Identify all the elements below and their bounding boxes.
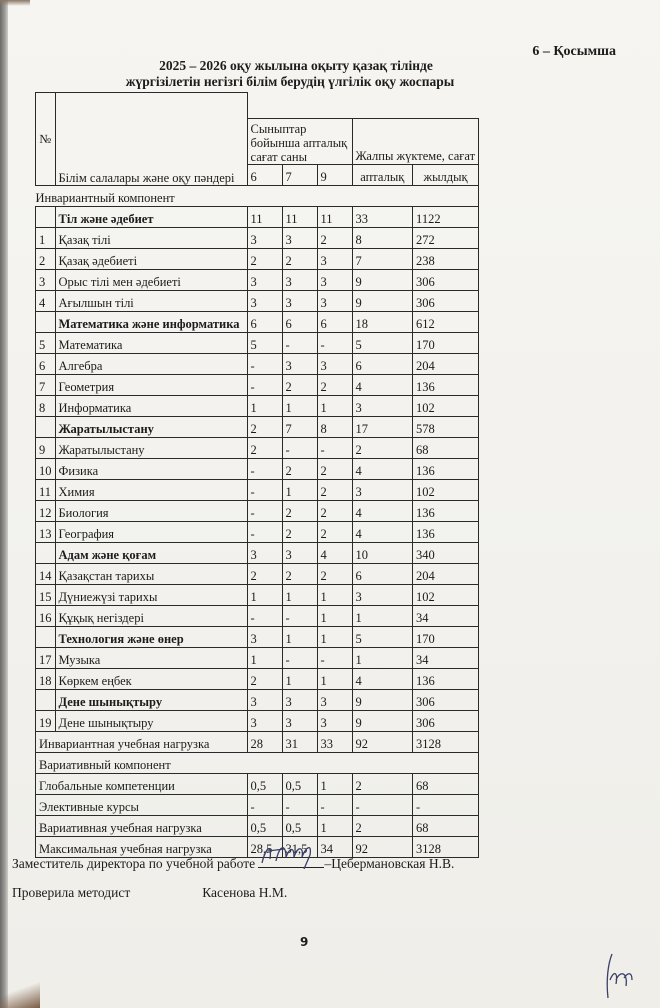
subject-row bbox=[36, 269, 479, 290]
methodist-label: Проверила методист bbox=[12, 885, 131, 900]
cell-g9: 3 bbox=[317, 248, 352, 269]
cell-g9: 1 bbox=[317, 626, 352, 647]
cell-g7: 0,5 bbox=[282, 815, 317, 836]
subject-name: Математика bbox=[55, 332, 247, 353]
cell-g6: - bbox=[247, 500, 282, 521]
subject-name: Биология bbox=[55, 500, 247, 521]
subject-row bbox=[36, 248, 479, 269]
cell-weekly: 4 bbox=[352, 458, 413, 479]
cell-g7: 1 bbox=[282, 479, 317, 500]
subject-name: Көркем еңбек bbox=[55, 668, 247, 689]
cell-yearly: 68 bbox=[413, 815, 479, 836]
cell-g6: 3 bbox=[247, 269, 282, 290]
cell-yearly: 136 bbox=[413, 374, 479, 395]
invariant-section-row bbox=[36, 185, 479, 206]
signature-underline bbox=[258, 853, 324, 868]
cell-weekly: 92 bbox=[352, 731, 413, 752]
cell-g6: - bbox=[247, 794, 282, 815]
subject-row bbox=[36, 605, 479, 626]
summary-label: Вариативная учебная нагрузка bbox=[36, 815, 248, 836]
cell-weekly: 2 bbox=[352, 815, 413, 836]
summary-label: Элективные курсы bbox=[36, 794, 248, 815]
cell-g6: 3 bbox=[247, 626, 282, 647]
row-number: 14 bbox=[36, 563, 56, 584]
cell-yearly: 306 bbox=[413, 710, 479, 731]
page-edge-shadow bbox=[0, 0, 30, 6]
cell-g9: 2 bbox=[317, 227, 352, 248]
cell-weekly: 4 bbox=[352, 500, 413, 521]
cell-weekly: 4 bbox=[352, 374, 413, 395]
header-grade-6: 6 bbox=[247, 164, 282, 185]
subject-row bbox=[36, 395, 479, 416]
row-number: 7 bbox=[36, 374, 56, 395]
row-number: 12 bbox=[36, 500, 56, 521]
cell-weekly: 1 bbox=[352, 647, 413, 668]
cell-yearly: 306 bbox=[413, 689, 479, 710]
cell-yearly: 136 bbox=[413, 500, 479, 521]
section-row bbox=[36, 416, 479, 437]
cell-g7: 1 bbox=[282, 626, 317, 647]
subject-name: Дене шынықтыру bbox=[55, 710, 247, 731]
subject-name: Ағылшын тілі bbox=[55, 290, 247, 311]
subject-name: Орыс тілі мен әдебиеті bbox=[55, 269, 247, 290]
subject-row bbox=[36, 290, 479, 311]
subject-row bbox=[36, 479, 479, 500]
header-weekly-by-grade: Сыныптар бойынша апталық сағат саны bbox=[247, 118, 352, 164]
cell-g9: - bbox=[317, 647, 352, 668]
methodist-line bbox=[12, 885, 287, 901]
cell-yearly: 170 bbox=[413, 332, 479, 353]
header-spacer bbox=[247, 93, 479, 119]
cell-weekly: 1 bbox=[352, 605, 413, 626]
cell-g9: 3 bbox=[317, 269, 352, 290]
subject-name: Құқық негіздері bbox=[55, 605, 247, 626]
subject-row bbox=[36, 668, 479, 689]
summary-label: Максимальная учебная нагрузка bbox=[36, 836, 248, 857]
cell-g7: - bbox=[282, 332, 317, 353]
cell-g6: 0,5 bbox=[247, 815, 282, 836]
cell-g7: 3 bbox=[282, 353, 317, 374]
header-row-1 bbox=[36, 93, 479, 119]
section-row bbox=[36, 689, 479, 710]
row-number: 5 bbox=[36, 332, 56, 353]
row-number bbox=[36, 206, 56, 227]
cell-g6: 5 bbox=[247, 332, 282, 353]
cell-g7: 3 bbox=[282, 269, 317, 290]
cell-g6: 6 bbox=[247, 311, 282, 332]
row-number: 1 bbox=[36, 227, 56, 248]
cell-g6: 3 bbox=[247, 710, 282, 731]
cell-yearly: 68 bbox=[413, 437, 479, 458]
cell-g6: 28,5 bbox=[247, 836, 282, 857]
cell-weekly: 6 bbox=[352, 353, 413, 374]
header-subjects: Білім салалары және оқу пәндері bbox=[55, 93, 247, 186]
cell-g7: 3 bbox=[282, 689, 317, 710]
cell-g7: 2 bbox=[282, 248, 317, 269]
page-corner-shadow bbox=[0, 978, 40, 1008]
cell-g7: 2 bbox=[282, 500, 317, 521]
cell-g9: 3 bbox=[317, 689, 352, 710]
cell-g7: 2 bbox=[282, 521, 317, 542]
header-weekly: апталық bbox=[352, 164, 413, 185]
header-grade-9: 9 bbox=[317, 164, 352, 185]
annex-label: 6 – Қосымша bbox=[532, 44, 616, 59]
cell-yearly: 578 bbox=[413, 416, 479, 437]
section-name: Математика және информатика bbox=[55, 311, 247, 332]
cell-g6: 2 bbox=[247, 416, 282, 437]
cell-g9: 1 bbox=[317, 815, 352, 836]
cell-weekly: 5 bbox=[352, 626, 413, 647]
row-number: 4 bbox=[36, 290, 56, 311]
cell-weekly: 33 bbox=[352, 206, 413, 227]
cell-weekly: 3 bbox=[352, 584, 413, 605]
cell-g9: 3 bbox=[317, 710, 352, 731]
subject-name: Геометрия bbox=[55, 374, 247, 395]
summary-label: Инвариантная учебная нагрузка bbox=[36, 731, 248, 752]
cell-yearly: 136 bbox=[413, 458, 479, 479]
subject-row bbox=[36, 647, 479, 668]
row-number bbox=[36, 626, 56, 647]
section-name: Технология және өнер bbox=[55, 626, 247, 647]
row-number: 10 bbox=[36, 458, 56, 479]
cell-g6: 1 bbox=[247, 584, 282, 605]
variative-row bbox=[36, 773, 479, 794]
subject-name: Информатика bbox=[55, 395, 247, 416]
row-number bbox=[36, 542, 56, 563]
subject-row bbox=[36, 458, 479, 479]
methodist-name: Касенова Н.М. bbox=[202, 885, 288, 900]
cell-g9: 2 bbox=[317, 479, 352, 500]
section-name: Тіл және әдебиет bbox=[55, 206, 247, 227]
cell-weekly: 18 bbox=[352, 311, 413, 332]
deputy-signature bbox=[256, 839, 326, 869]
cell-weekly: 4 bbox=[352, 521, 413, 542]
section-row bbox=[36, 311, 479, 332]
cell-yearly: 1122 bbox=[413, 206, 479, 227]
deputy-label: Заместитель директора по учебной работе bbox=[12, 856, 256, 871]
row-number: 13 bbox=[36, 521, 56, 542]
header-total-load: Жалпы жүктеме, сағат bbox=[352, 118, 479, 164]
cell-yearly: 34 bbox=[413, 647, 479, 668]
header-yearly: жылдық bbox=[413, 164, 479, 185]
cell-g7: 1 bbox=[282, 668, 317, 689]
cell-weekly: 2 bbox=[352, 437, 413, 458]
cell-g9: 33 bbox=[317, 731, 352, 752]
document-title-line-2: жүргізілетін негізгі білім берудің үлгілік оқу жоспары bbox=[125, 74, 455, 89]
cell-yearly: 612 bbox=[413, 311, 479, 332]
cell-g9: 8 bbox=[317, 416, 352, 437]
cell-g7: 6 bbox=[282, 311, 317, 332]
cell-weekly: 8 bbox=[352, 227, 413, 248]
row-number bbox=[36, 311, 56, 332]
cell-g7: 1 bbox=[282, 584, 317, 605]
row-number bbox=[36, 416, 56, 437]
row-number: 2 bbox=[36, 248, 56, 269]
cell-g9: - bbox=[317, 794, 352, 815]
cell-weekly: 4 bbox=[352, 668, 413, 689]
cell-yearly: - bbox=[413, 794, 479, 815]
deputy-signature-line bbox=[12, 853, 454, 872]
cell-g6: 3 bbox=[247, 542, 282, 563]
subject-row bbox=[36, 500, 479, 521]
cell-yearly: 3128 bbox=[413, 731, 479, 752]
cell-g9: 11 bbox=[317, 206, 352, 227]
subject-row bbox=[36, 353, 479, 374]
cell-yearly: 136 bbox=[413, 521, 479, 542]
cell-g7: 0,5 bbox=[282, 773, 317, 794]
cell-g9: 2 bbox=[317, 500, 352, 521]
cell-g7: - bbox=[282, 605, 317, 626]
cell-g6: - bbox=[247, 353, 282, 374]
cell-g6: 2 bbox=[247, 563, 282, 584]
cell-g6: 11 bbox=[247, 206, 282, 227]
cell-g7: 2 bbox=[282, 563, 317, 584]
cell-g7: 3 bbox=[282, 710, 317, 731]
cell-g9: 2 bbox=[317, 563, 352, 584]
cell-g7: 2 bbox=[282, 374, 317, 395]
cell-g9: 1 bbox=[317, 605, 352, 626]
cell-g6: 2 bbox=[247, 668, 282, 689]
section-row bbox=[36, 206, 479, 227]
cell-weekly: - bbox=[352, 794, 413, 815]
cell-g6: 3 bbox=[247, 689, 282, 710]
row-number: 15 bbox=[36, 584, 56, 605]
cell-g9: 6 bbox=[317, 311, 352, 332]
cell-weekly: 9 bbox=[352, 710, 413, 731]
row-number: 6 bbox=[36, 353, 56, 374]
variative-row bbox=[36, 815, 479, 836]
cell-g7: - bbox=[282, 647, 317, 668]
cell-g9: 1 bbox=[317, 395, 352, 416]
summary-label: Глобальные компетенции bbox=[36, 773, 248, 794]
header-grade-7: 7 bbox=[282, 164, 317, 185]
deputy-name: –Цебермановская Н.В. bbox=[324, 856, 455, 871]
cell-g9: 3 bbox=[317, 290, 352, 311]
subject-name: Жаратылыстану bbox=[55, 437, 247, 458]
cell-g9: - bbox=[317, 437, 352, 458]
page-number: 9 bbox=[300, 935, 309, 949]
cell-yearly: 102 bbox=[413, 479, 479, 500]
cell-g9: - bbox=[317, 332, 352, 353]
cell-g7: 2 bbox=[282, 458, 317, 479]
cell-yearly: 3128 bbox=[413, 836, 479, 857]
cell-g6: 1 bbox=[247, 647, 282, 668]
cell-g7: 3 bbox=[282, 542, 317, 563]
subject-row bbox=[36, 584, 479, 605]
row-number: 17 bbox=[36, 647, 56, 668]
cell-g9: 2 bbox=[317, 374, 352, 395]
cell-weekly: 5 bbox=[352, 332, 413, 353]
cell-weekly: 10 bbox=[352, 542, 413, 563]
cell-g6: 1 bbox=[247, 395, 282, 416]
cell-g9: 34 bbox=[317, 836, 352, 857]
cell-g9: 4 bbox=[317, 542, 352, 563]
cell-weekly: 7 bbox=[352, 248, 413, 269]
cell-yearly: 238 bbox=[413, 248, 479, 269]
subject-name: География bbox=[55, 521, 247, 542]
cell-g7: 1 bbox=[282, 395, 317, 416]
section-name: Дене шынықтыру bbox=[55, 689, 247, 710]
subject-name: Химия bbox=[55, 479, 247, 500]
cell-g7: 11 bbox=[282, 206, 317, 227]
header-number: № bbox=[36, 93, 56, 186]
subject-row bbox=[36, 521, 479, 542]
cell-weekly: 3 bbox=[352, 395, 413, 416]
subject-row bbox=[36, 227, 479, 248]
cell-g9: 1 bbox=[317, 668, 352, 689]
subject-row bbox=[36, 374, 479, 395]
cell-g7: - bbox=[282, 437, 317, 458]
cell-yearly: 272 bbox=[413, 227, 479, 248]
cell-g6: - bbox=[247, 374, 282, 395]
document-title-line-1: 2025 – 2026 оқу жылына оқыту қазақ тілінде bbox=[159, 58, 433, 73]
cell-yearly: 136 bbox=[413, 668, 479, 689]
cell-weekly: 2 bbox=[352, 773, 413, 794]
cell-g6: 3 bbox=[247, 227, 282, 248]
subject-name: Физика bbox=[55, 458, 247, 479]
cell-yearly: 34 bbox=[413, 605, 479, 626]
cell-g7: 31,5 bbox=[282, 836, 317, 857]
cell-g9: 1 bbox=[317, 773, 352, 794]
subject-name: Музыка bbox=[55, 647, 247, 668]
cell-weekly: 9 bbox=[352, 269, 413, 290]
cell-g7: 7 bbox=[282, 416, 317, 437]
row-number bbox=[36, 689, 56, 710]
curriculum-table bbox=[35, 92, 479, 858]
cell-g9: 3 bbox=[317, 353, 352, 374]
subject-name: Қазақ тілі bbox=[55, 227, 247, 248]
cell-g6: - bbox=[247, 521, 282, 542]
invariant-total-row bbox=[36, 731, 479, 752]
cell-g7: - bbox=[282, 794, 317, 815]
cell-yearly: 170 bbox=[413, 626, 479, 647]
cell-g7: 3 bbox=[282, 227, 317, 248]
cell-weekly: 3 bbox=[352, 479, 413, 500]
cell-yearly: 306 bbox=[413, 290, 479, 311]
invariant-component-label: Инвариантный компонент bbox=[36, 185, 479, 206]
row-number: 11 bbox=[36, 479, 56, 500]
section-row bbox=[36, 542, 479, 563]
cell-weekly: 9 bbox=[352, 290, 413, 311]
cell-weekly: 92 bbox=[352, 836, 413, 857]
cell-yearly: 340 bbox=[413, 542, 479, 563]
cell-g9: 1 bbox=[317, 584, 352, 605]
row-number: 8 bbox=[36, 395, 56, 416]
subject-row bbox=[36, 332, 479, 353]
variative-component-label: Вариативный компонент bbox=[36, 752, 479, 773]
cell-g6: 3 bbox=[247, 290, 282, 311]
cell-g7: 31 bbox=[282, 731, 317, 752]
section-name: Жаратылыстану bbox=[55, 416, 247, 437]
cell-g6: 28 bbox=[247, 731, 282, 752]
row-number: 16 bbox=[36, 605, 56, 626]
cell-g9: 2 bbox=[317, 458, 352, 479]
cell-g7: 3 bbox=[282, 290, 317, 311]
cell-g6: 0,5 bbox=[247, 773, 282, 794]
cell-yearly: 102 bbox=[413, 584, 479, 605]
subject-row bbox=[36, 563, 479, 584]
cell-yearly: 306 bbox=[413, 269, 479, 290]
cell-g6: 2 bbox=[247, 437, 282, 458]
cell-g6: - bbox=[247, 458, 282, 479]
subject-name: Қазақ әдебиеті bbox=[55, 248, 247, 269]
row-number: 9 bbox=[36, 437, 56, 458]
cell-g6: 2 bbox=[247, 248, 282, 269]
row-number: 18 bbox=[36, 668, 56, 689]
initials-signature bbox=[598, 950, 638, 1000]
cell-g6: - bbox=[247, 605, 282, 626]
variative-row bbox=[36, 794, 479, 815]
variative-section-row bbox=[36, 752, 479, 773]
subject-name: Қазақстан тарихы bbox=[55, 563, 247, 584]
subject-row bbox=[36, 437, 479, 458]
subject-row bbox=[36, 710, 479, 731]
row-number: 19 bbox=[36, 710, 56, 731]
section-name: Адам және қоғам bbox=[55, 542, 247, 563]
cell-weekly: 17 bbox=[352, 416, 413, 437]
cell-weekly: 9 bbox=[352, 689, 413, 710]
book-spine bbox=[0, 0, 8, 1008]
cell-g6: - bbox=[247, 479, 282, 500]
cell-weekly: 6 bbox=[352, 563, 413, 584]
cell-yearly: 102 bbox=[413, 395, 479, 416]
row-number: 3 bbox=[36, 269, 56, 290]
cell-yearly: 68 bbox=[413, 773, 479, 794]
cell-g9: 2 bbox=[317, 521, 352, 542]
cell-yearly: 204 bbox=[413, 563, 479, 584]
cell-yearly: 204 bbox=[413, 353, 479, 374]
subject-name: Алгебра bbox=[55, 353, 247, 374]
subject-name: Дүниежүзі тарихы bbox=[55, 584, 247, 605]
section-row bbox=[36, 626, 479, 647]
